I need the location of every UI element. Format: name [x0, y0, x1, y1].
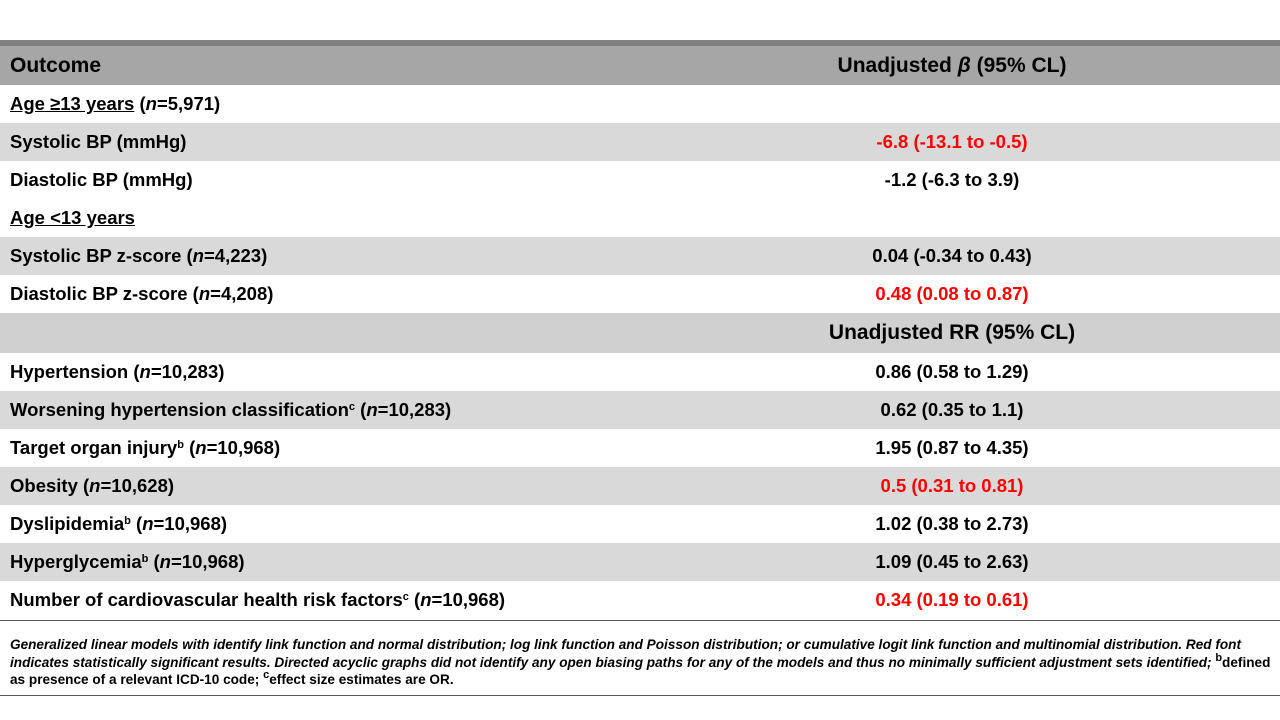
section-age-ge13	[0, 85, 1280, 123]
row-value: -6.8 (-13.1 to -0.5)	[624, 123, 1280, 161]
section-age-lt13	[0, 199, 1280, 237]
table-row	[0, 391, 1280, 429]
row-value: -1.2 (-6.3 to 3.9)	[624, 161, 1280, 199]
row-value: 1.95 (0.87 to 4.35)	[624, 429, 1280, 467]
header-unadjusted-beta: Unadjusted β (95% CL)	[624, 46, 1280, 85]
row-label: Diastolic BP z-score (n=4,208)	[0, 275, 624, 313]
table-row	[0, 543, 1280, 581]
row-label: Target organ injury$^b$ (n=10,968)	[0, 429, 624, 467]
row-label: Systolic BP (mmHg)	[0, 123, 624, 161]
age-ge13-label: Age ≥13 years (n=5,971)	[0, 85, 624, 123]
row-label: Diastolic BP (mmHg)	[0, 161, 624, 199]
row-label: Worsening hypertension classification$^c$ (n=10,283)	[0, 391, 624, 429]
row-value: 1.09 (0.45 to 2.63)	[624, 543, 1280, 581]
row-label: Obesity (n=10,628)	[0, 467, 624, 505]
table-row	[0, 161, 1280, 199]
table-subheader-rr	[0, 313, 1280, 353]
table-row	[0, 275, 1280, 313]
row-value: 0.04 (-0.34 to 0.43)	[624, 237, 1280, 275]
row-label: Number of cardiovascular health risk factors$^c$ (n=10,968)	[0, 581, 624, 619]
table-footnote: Generalized linear models with identify link function and normal distribution; log link function and Poisson distribution; or cumulative logit link function and multinomial distribution. Red font indicates statistically significant results. Directed acyclic graphs did not identify any open biasing paths for any of the models and thus no minimally sufficient adjustment sets identified; $^b$defined as presence of a relevant ICD-10 code; $^c$effect size estimates are OR.	[10, 637, 1271, 687]
header-outcome: Outcome	[0, 46, 624, 85]
table-row	[0, 581, 1280, 619]
table-header	[0, 46, 1280, 85]
row-label: Hypertension (n=10,283)	[0, 353, 624, 391]
table-row	[0, 467, 1280, 505]
row-value: 1.02 (0.38 to 2.73)	[624, 505, 1280, 543]
row-value: 0.48 (0.08 to 0.87)	[624, 275, 1280, 313]
row-label: Systolic BP z-score (n=4,223)	[0, 237, 624, 275]
header-unadjusted-rr: Unadjusted RR (95% CL)	[624, 313, 1280, 353]
table-row	[0, 353, 1280, 391]
footnote-bottom-rule	[0, 695, 1280, 696]
row-value: 0.86 (0.58 to 1.29)	[624, 353, 1280, 391]
row-value: 0.5 (0.31 to 0.81)	[624, 467, 1280, 505]
age-lt13-label: Age <13 years	[0, 199, 624, 237]
table-row	[0, 505, 1280, 543]
table-bottom-rule	[0, 620, 1280, 621]
row-value: 0.34 (0.19 to 0.61)	[624, 581, 1280, 619]
row-label: Dyslipidemia$^b$ (n=10,968)	[0, 505, 624, 543]
table-row	[0, 123, 1280, 161]
row-value: 0.62 (0.35 to 1.1)	[624, 391, 1280, 429]
row-label: Hyperglycemia$^b$ (n=10,968)	[0, 543, 624, 581]
results-table	[0, 46, 1280, 619]
table-row	[0, 429, 1280, 467]
table-row	[0, 237, 1280, 275]
